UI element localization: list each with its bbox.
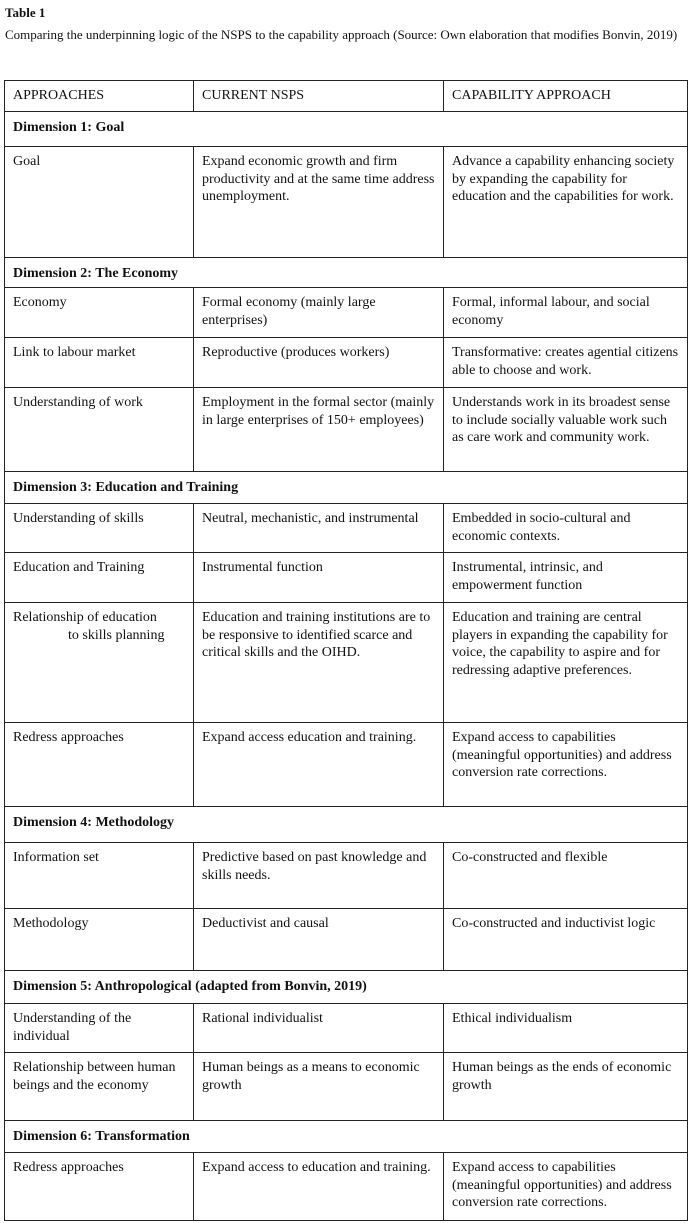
current-nsps-cell: Reproductive (produces workers): [194, 338, 444, 388]
table-row: [5, 603, 688, 723]
capability-approach-cell: Education and training are central players in expanding the capability for voice, the capability to aspire and for redressing adaptive preferences.: [444, 603, 688, 723]
dimension-heading: Dimension 5: Anthropological (adapted from Bonvin, 2019): [5, 971, 688, 1004]
table-row: [5, 843, 688, 909]
table-row: [5, 1153, 688, 1221]
approach-cell: Understanding of the individual: [5, 1004, 194, 1053]
dimension-heading: Dimension 1: Goal: [5, 112, 688, 147]
table-row: [5, 338, 688, 388]
dimension-row: [5, 112, 688, 147]
dimension-row: [5, 258, 688, 288]
current-nsps-cell: Deductivist and causal: [194, 909, 444, 971]
current-nsps-cell: Expand economic growth and firm productivity and at the same time address unemployment.: [194, 147, 444, 258]
capability-approach-cell: Embedded in socio-cultural and economic contexts.: [444, 504, 688, 553]
approach-cell: Methodology: [5, 909, 194, 971]
table-row: [5, 504, 688, 553]
capability-approach-cell: Advance a capability enhancing society by expanding the capability for education and the capabilities for work.: [444, 147, 688, 258]
table-row: [5, 909, 688, 971]
table-row: [5, 288, 688, 338]
dimension-row: [5, 1121, 688, 1153]
approach-cell: Education and Training: [5, 553, 194, 603]
table-row: [5, 1053, 688, 1121]
current-nsps-cell: Neutral, mechanistic, and instrumental: [194, 504, 444, 553]
capability-approach-cell: Transformative: creates agential citizens able to choose and work.: [444, 338, 688, 388]
dimension-row: [5, 472, 688, 504]
approach-cell: Relationship between human beings and the economy: [5, 1053, 194, 1121]
approach-cell: Redress approaches: [5, 1153, 194, 1221]
dimension-heading: Dimension 2: The Economy: [5, 258, 688, 288]
approach-cell: Redress approaches: [5, 723, 194, 807]
current-nsps-cell: Expand access to education and training.: [194, 1153, 444, 1221]
cell-line: to skills planning: [68, 627, 165, 643]
current-nsps-cell: Employment in the formal sector (mainly in large enterprises of 150+ employees): [194, 388, 444, 472]
current-nsps-cell: Predictive based on past knowledge and skills needs.: [194, 843, 444, 909]
cell-line: Relationship of education: [13, 610, 157, 625]
approach-cell: Goal: [5, 147, 194, 258]
table-row: [5, 723, 688, 807]
dimension-heading: Dimension 3: Education and Training: [5, 472, 688, 504]
dimension-row: [5, 971, 688, 1004]
approach-cell: Understanding of skills: [5, 504, 194, 553]
current-nsps-cell: Formal economy (mainly large enterprises): [194, 288, 444, 338]
table-row: [5, 553, 688, 603]
current-nsps-cell: Rational individualist: [194, 1004, 444, 1053]
header-row: [5, 81, 688, 112]
current-nsps-cell: Instrumental function: [194, 553, 444, 603]
approach-cell: Economy: [5, 288, 194, 338]
capability-approach-cell: Human beings as the ends of economic growth: [444, 1053, 688, 1121]
dimension-heading: Dimension 6: Transformation: [5, 1121, 688, 1153]
current-nsps-cell: Expand access education and training.: [194, 723, 444, 807]
capability-approach-cell: Co-constructed and inductivist logic: [444, 909, 688, 971]
header-approaches: APPROACHES: [5, 81, 194, 112]
approach-cell: Understanding of work: [5, 388, 194, 472]
table-caption: Comparing the underpinning logic of the NSPS to the capability approach (Source: Own elaboration that modifies Bonvin, 2019): [5, 27, 678, 42]
table-row: [5, 1004, 688, 1053]
capability-approach-cell: Understands work in its broadest sense to include socially valuable work such as care work and community work.: [444, 388, 688, 472]
current-nsps-cell: Human beings as a means to economic growth: [194, 1053, 444, 1121]
table-row: [5, 388, 688, 472]
current-nsps-cell: Education and training institutions are to be responsive to identified scarce and critical skills and the OIHD.: [194, 603, 444, 723]
capability-approach-cell: Co-constructed and flexible: [444, 843, 688, 909]
approach-cell: [5, 603, 194, 723]
header-capability-approach: CAPABILITY APPROACH: [444, 81, 688, 112]
capability-approach-cell: Ethical individualism: [444, 1004, 688, 1053]
comparison-table: [4, 80, 688, 1221]
table-title: Table 1: [5, 5, 46, 20]
capability-approach-cell: Expand access to capabilities (meaningful opportunities) and address conversion rate corrections.: [444, 1153, 688, 1221]
capability-approach-cell: Formal, informal labour, and social economy: [444, 288, 688, 338]
capability-approach-cell: Instrumental, intrinsic, and empowerment function: [444, 553, 688, 603]
header-current-nsps: CURRENT NSPS: [194, 81, 444, 112]
capability-approach-cell: Expand access to capabilities (meaningful opportunities) and address conversion rate corrections.: [444, 723, 688, 807]
approach-cell: Information set: [5, 843, 194, 909]
table-row: [5, 147, 688, 258]
dimension-row: [5, 807, 688, 843]
approach-cell: Link to labour market: [5, 338, 194, 388]
dimension-heading: Dimension 4: Methodology: [5, 807, 688, 843]
